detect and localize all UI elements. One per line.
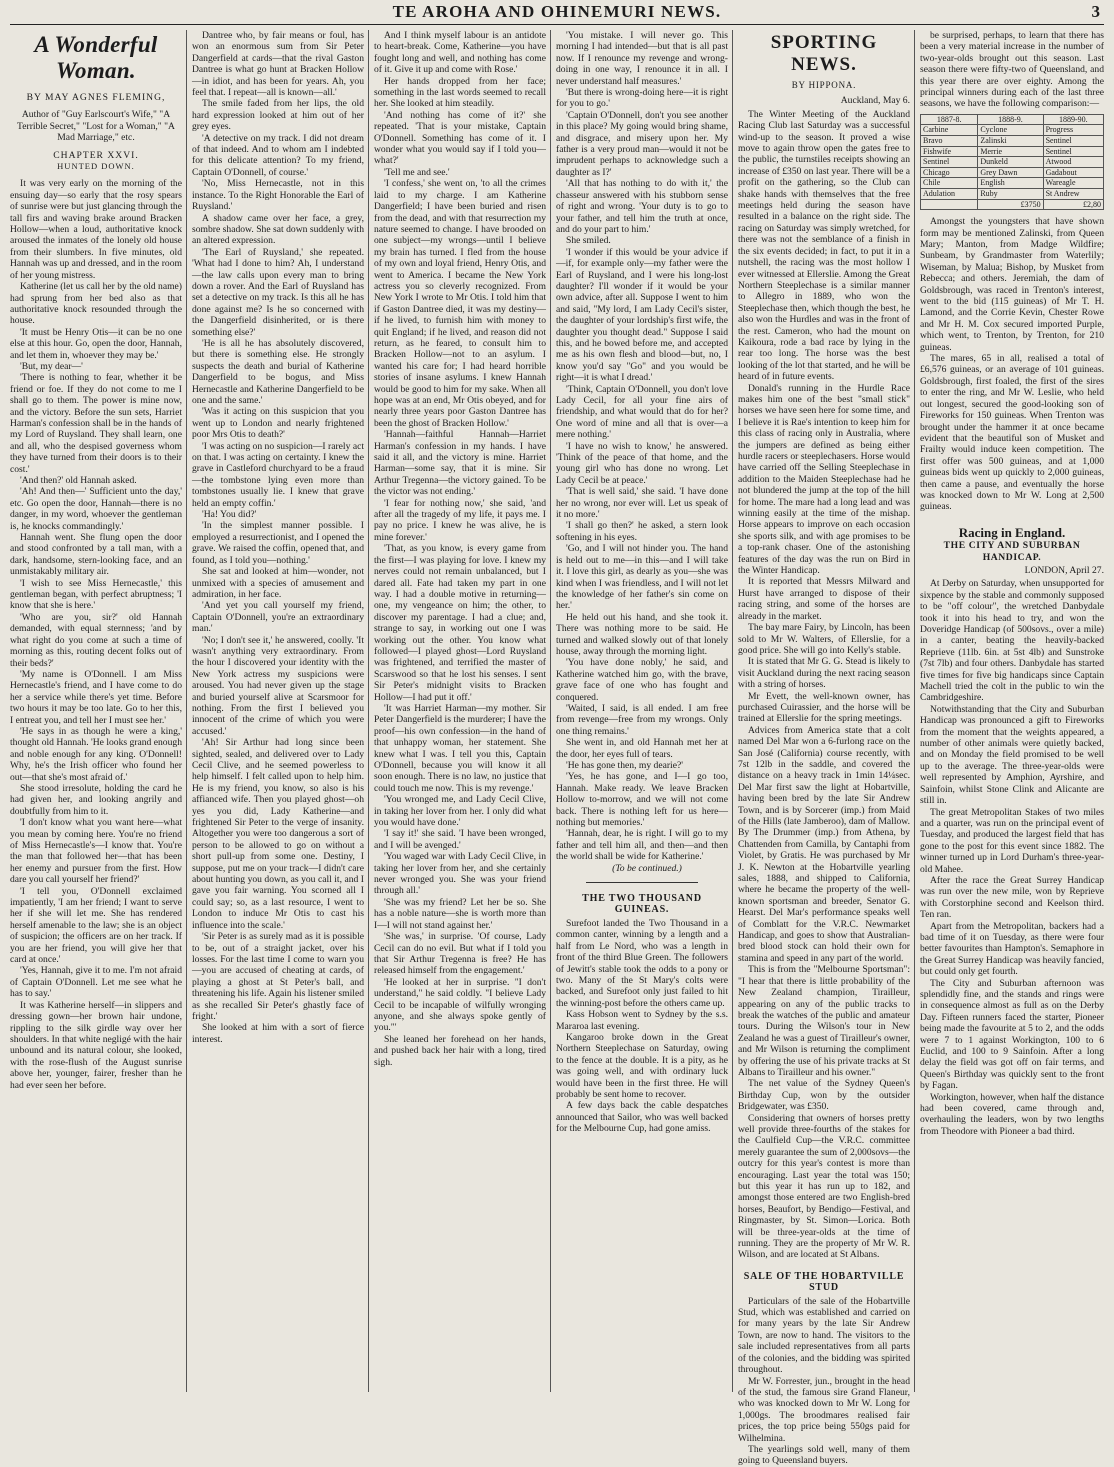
paragraph: The Winter Meeting of the Auckland Racing Club last Saturday was a successful wind-up to the season. It proved a wise move to again throw open the gates free to the public, the turnstiles receipts showing an increase of £350 on last year. There will be a profit on the gathering, so the Club can shake hands with themselves that the free meetings held during the season have resulted in a balance on the right side. The racing on Saturday was simply wretched, for there was not the semblance of a finish in the six events decided; in fact, to put it in a nutshell, the racing was the most hollow I ever witnessed at Ellerslie. Among the Great Northern Steeplechase is a similar manner to Allegro in 1889, who won the Steeplechase then, which though the best, he also won the Hurdles and was in the front of the rest. Cameron, who had the mount on Kaikoura, rode a bad race by lying in the rear too long. The horse was the best looking of the lot that started, and he will be heard of in future events. <box>738 108 910 383</box>
paragraph: She went in, and old Hannah met her at the door, her eyes full of tears. <box>556 737 728 760</box>
table-cell: Progress <box>1043 125 1103 136</box>
paragraph: 'A detective on my track. I did not dream of that indeed. And to whom am I indebted for this delicate attention? To my friend, Captain O'Donnell, of course.' <box>192 132 364 178</box>
paragraph: 'Ha! You did?' <box>202 509 257 521</box>
paragraph: 'You wronged me, and Lady Cecil Clive, in taking her lover from her. I only did what you would have done.' <box>374 794 546 829</box>
table-cell: Dunkeld <box>978 157 1043 168</box>
column-6 <box>920 30 1104 1392</box>
paragraph: 'Ah! Sir Arthur had long since been sighted, sealed, and delivered over to Lady Cecil Clive, and he seemed powerless to help himself. I felt called upon to help him. He is my friend, you know, so also is his affianced wife. Then you played ghost—oh yes you did, Lady Katherine—and frightened Sir Peter to the verge of insanity. Altogether you were too dangerous a sort of person to be allowed to go on without a short pull-up from some one. Destiny, I suppose, put me on your track—I didn't care about hunting you down, as you call it, and I gave you fair warning. You scorned all I could say; so, as a last resource, I went to London to induce Mr Otis to cast his influence into the scale.' <box>192 737 364 931</box>
paragraph: 'Tell me and see.' <box>384 166 450 178</box>
paragraph: 'No, Miss Hernecastle, not in this instance. To the Right Honorable the Earl of Ruysland.' <box>192 178 364 213</box>
paragraph: 'The Earl of Ruysland,' she repeated. 'What had I done to him? Ah, I understand—the law calls upon every man to bring down a rover. And the Earl of Ruysland has set a detective on my track. Is this all he has done against me? Is he so concerned with the Dangerfield disinherited, or is there something else?' <box>192 246 364 338</box>
paragraph: 'Who are you, sir?' old Hannah demanded, with equal sternness; 'and by what right do you come at such a time of morning as this, routing decent folks out of their beds?' <box>10 611 182 669</box>
column-4 <box>556 30 728 1392</box>
paragraph: Amongst the youngsters that have shown form may be mentioned Zalinski, from Queen Mary; Manton, from Madge Wildfire; Sunbeam, by Grandmaster from Waterlily; Wiseman, by Malua; Bishop, by Musket from Rebecca; and others. Jeremiah, the dam of Goldsbrough, was raced in Trenton's interest, went to the bid (115 guineas) of Mr T. H. Lamond, and the Corrie Kevin, Chester Rowe and Mr H. M. Cox secured imported Purple, which went, to Trenton, by Trenton, for 210 guineas. <box>920 216 1104 353</box>
paragraph: 'There is nothing to fear, whether it be friend or foe. If they do not come to me I shall go to them. The power is mine now, and the victory. Before the sun sets, Harriet Harman's confession shall be in the hands of my Lord of Ruysland. They shall learn, one and all, who the despised governess whom they have turned from their doors is to their cost.' <box>10 372 182 475</box>
paragraph: 'He looked at her in surprise. "I don't understand," he said coldly. "I believe Lady Cecil to be incapable of wilfully wronging anyone, and she always spoke gently of you."' <box>374 976 546 1034</box>
stud-sale-heading: SALE OF THE HOBARTVILLE STUD <box>743 1270 905 1294</box>
paragraph: Mr W. Forrester, jun., brought in the head of the stud, the famous sire Grand Flaneur, who was knocked down to Mr W. Long for 1,000gs. The broodmares realised fair prices, the top price being 550gs paid for Wilhelmina. <box>738 1375 910 1444</box>
chapter-heading: CHAPTER XXVI. <box>53 149 139 161</box>
page-number: 3 <box>1091 2 1100 21</box>
sporting-title: SPORTING NEWS. <box>770 32 878 75</box>
paragraph: Notwithstanding that the City and Suburban Handicap was pronounced a gift to Fireworks from the moment that the weights appeared, a number of other animals were quietly backed, and on Monday the field promised to be well up to the average. The three-year-olds were well represented by Amphion, Ayrshire, and Sainfoin, whilst Stone Clink and Alicante are still in. <box>920 703 1104 807</box>
paragraph: 'Yes, he has gone, and I—I go too, Hannah. Make ready. We leave Bracken Hollow to-morrow, and we will not come back. There is nothing left for us here—nothing but memories.' <box>556 771 728 829</box>
paragraph: 'She was,' in surprise. 'Of course, Lady Cecil can do no evil. But what if I told you that Sir Arthur Tregenna is free? He has released himself from the engagement.' <box>374 931 546 977</box>
table-row <box>921 136 1104 147</box>
story-text-col4b <box>556 737 728 862</box>
paragraph: 'That is well said,' she said. 'I have done her no wrong, nor ever will. Let us speak of it no more.' <box>556 486 728 521</box>
paragraph: Considering that owners of horses pretty well provide three-fourths of the stakes for the Caulfield Cup—the V.R.C. committee merely guarantee the sum of 2,000sovs—the outcry for this year's contest is more than encouraging. Last year the total was 150; but this year it has run up to 182, and amongst those entered are two English-bred horses, Beaufort, by Bendigo—Festival, and Ringmaster, by St. Simon—Lorica. Both will be three-year-olds at the time of running. They are the property of Mr W. R. Wilson, and are located at St Albans. <box>738 1112 910 1261</box>
paragraph: Surefoot landed the Two Thousand in a common canter, winning by a length and a half from Le Nord, who was a length in front of the third Blue Green. The followers of Jewitt's stable took the odds to a pony or two. Many of the St Mary's colts were backed, and Surefoot only just failed to hit the winning-post before the others came up. <box>556 917 728 1009</box>
table-row <box>921 178 1104 189</box>
paragraph: A shadow came over her face, a grey, sombre shadow. She sat down suddenly with an altered expression. <box>192 212 364 247</box>
paragraph: 'I fear for nothing now,' she said, 'and after all the tragedy of my life, it pays me. I pay no price. I knew he was alive, he is mine forever.' <box>374 497 546 543</box>
paragraph: The net value of the Sydney Queen's Birthday Cup, won by the outsider Bridgewater, was £350. <box>738 1078 910 1113</box>
column-rule <box>368 30 369 1392</box>
paragraph: 'I wish to see Miss Hernecastle,' this gentleman began, with perfect abruptness; 'I know that she is here.' <box>10 577 182 612</box>
paragraph: 'Think, Captain O'Donnell, you don't love Lady Cecil, for all your fine airs of friendship, and what would that do for her? One word of mine and all that is over—a mere nothing.' <box>556 383 728 441</box>
paragraph: 'Yes, Hannah, give it to me. I'm not afraid of Captain O'Donnell. Let me see what he has to say.' <box>10 965 182 1000</box>
paragraph: 'He is all he has absolutely discovered, but there is something else. He strongly suspects the death and burial of Katherine Dangerfield to be bogus, and Miss Hernecastle and Katherine Dangerfield to be one and the same.' <box>192 337 364 406</box>
table-cell: Carbine <box>921 125 978 136</box>
paragraph: The yearlings sold well, many of them going to Queensland buyers. <box>738 1443 910 1467</box>
paragraph: 'Was it acting on this suspicion that you went up to London and nearly frightened poor Mrs Otis to death?' <box>192 406 364 441</box>
column-rule <box>914 30 915 1392</box>
paragraph: She smiled. <box>566 235 611 247</box>
table-cell: £2,80 <box>1043 199 1103 210</box>
paragraph: Advices from America state that a colt named Del Mar won a 6-furlong race on the San José (California) course recently, with 7st 12lb in the saddle, and covered the distance on a heavy track in 1min 14¼sec. Del Mar first saw the light at Hobartville, having been bred by the late Sir Andrew Town, and is by Sorcerer (imp.) from Maid of the Hills (late Jamberoo), dam of Mallow. By The Drummer (imp.) from Athena, by Chattenden from Camilla, by Cantaphi from Violet, by Gratis. He was purchased by Mr J. K. Newton at the Hobartville yearling sales, 1888, and shipped to California, where he became the property of the well-known sportsman and breeder, Senator G. Hearst. Del Mar's performance speaks well of Comblatt for the V.R.C. Newmarket Handicap, and goes to show that Australian-bred blood stock can hold their own for stamina and speed in any part of the world. <box>738 724 910 964</box>
table-cell: Cyclone <box>978 125 1043 136</box>
column-1 <box>10 30 182 1392</box>
table-cell: £3750 <box>978 199 1043 210</box>
guineas-heading: THE TWO THOUSAND GUINEAS. <box>582 893 702 916</box>
paragraph: 'I was acting on no suspicion—I rarely act on that. I was acting on certainty. I knew the grave in Castleford churchyard to be a fraud—the tombstone lying even more than tombstones usually lie. I knew that grave held an empty coffin.' <box>192 440 364 509</box>
sporting-byline: BY HIPPONA. <box>791 80 857 90</box>
column-rule <box>550 30 551 1392</box>
paragraph: It is reported that Messrs Milward and Hurst have arranged to dispose of their racing string, and some of the horses are already in the market. <box>738 576 910 622</box>
table-header-row <box>921 114 1104 125</box>
table-header: 1889-90. <box>1043 114 1103 125</box>
table-body <box>921 125 1104 210</box>
table-cell: Wareagle <box>1043 178 1103 189</box>
table-cell: Sentinel <box>1043 146 1103 157</box>
paragraph: The bay mare Fairy, by Lincoln, has been sold to Mr W. Walters, of Ellerslie, for a good price. She will go into Kelly's stable. <box>738 622 910 656</box>
paragraph: It was Katherine herself—in slippers and dressing gown—her brown hair undone, rippling to the silk girdle way over her shoulders. In that white negligé with the hair unbound and its natural colour, she looked, with the rose-flush of the August sunrise above her, younger, fairer, fresher than he had ever seen her before. <box>10 999 182 1091</box>
right-col-text-a <box>920 30 1104 110</box>
chapter-subheading: HUNTED DOWN. <box>57 161 135 172</box>
right-col-text-b <box>920 216 1104 513</box>
column-rule <box>732 30 733 1392</box>
paragraph: He held out his hand, and she took it. There was nothing more to be said. He turned and walked slowly out of that lonely house, away through the morning light. <box>556 611 728 657</box>
racing-england-subtitle: THE CITY AND SUBURBAN HANDICAP. <box>943 540 1081 563</box>
table-cell: St Andrew <box>1043 189 1103 200</box>
paragraph: 'I have no wish to know,' he answered. 'Think of the peace of that home, and the young girl who has done no wrong. Let Lady Cecil be at peace.' <box>556 440 728 486</box>
paragraph: 'In the simplest manner possible. I employed a resurrectionist, and I opened the grave. We raised the coffin, opened that, and found, as I told you—nothing.' <box>192 520 364 566</box>
sporting-dateline: Auckland, May 6. <box>840 95 910 107</box>
table-cell: Sentinel <box>921 157 978 168</box>
paragraph: Kass Hobson went to Sydney by the s.s. Mararoa last evening. <box>556 1009 728 1032</box>
table-cell: Grey Dawn <box>978 167 1043 178</box>
racing-text <box>920 578 1104 1137</box>
page-header <box>10 2 1104 25</box>
paragraph: The mares, 65 in all, realised a total of £6,576 guineas, or an average of 101 guineas. Goldsbrough, first foaled, the first of the sires to enter the ring, and Mr W. Leslie, who held out longest, secured the good-looking son of Fireworks for 150 guineas. When Trenton was brought under the hammer it at once became evident that the beautiful son of Musket and Frailty would induce keen competition. The first offer was 500 guineas, and at 1,000 guineas bids went up quickly to 2,000 guineas, then came a pause, and eventually the horse was knocked down to Mr W. Long at 2,500 guineas. <box>920 353 1104 513</box>
paragraph: 'I don't know what you want here—what you mean by coming here. You're no friend of Miss Hernecastle's—I know that. You're the man that followed her—that has been her enemy and pursuer from the first. How dare you call yourself her friend?' <box>10 817 182 886</box>
paragraph: 'And nothing has come of it?' she repeated. 'That is your mistake, Captain O'Donnell. Something has come of it. I wonder what you would say if I told you—what?' <box>374 109 546 167</box>
paragraph: 'It was Harriet Harman—my mother. Sir Peter Dangerfield is the murderer; I have the proof—his own confession—in the hand of that unhappy woman, her statement. She knew what I was. I tell you this, Captain O'Donnell, because you will know it all soon enough. There is no law, no justice that could touch me now. This is my revenge.' <box>374 702 546 794</box>
paragraph: And I think myself labour is an antidote to heart-break. Come, Katherine—you have fought long and well, and nothing has come of it. Give it up and come with Rose.' <box>374 30 546 76</box>
paragraph: Kangaroo broke down in the Great Northern Steeplechase on Saturday, owing to the fence at the double. It is a pity, as he was going well, and with ordinary luck would have been in the first three. He will probably be sent home to recover. <box>556 1031 728 1100</box>
table-cell <box>921 199 978 210</box>
guineas-text <box>556 918 728 1135</box>
table-cell: Bravo <box>921 136 978 147</box>
paragraph: This is from the "Melbourne Sportsman": "I hear that there is little probability of the New Zealand champion, Tirailleur, appearing on any of the public tracks to break the watches of the public and amateur tours. During the Wilson's tour in New Zealand he was a guest of Tirailleur's owner, and Mr Wilson is returning the compliment by offering the use of his private tracks at St Albans to Tirailleur and his owner." <box>738 964 910 1078</box>
paragraph: 'All that has nothing to do with it,' the chasseur answered with his stubborn sense of right and wrong. 'Your duty is to go to your father, and tell him the truth at once, and do your part to him.' <box>556 178 728 235</box>
table-cell: Chicago <box>921 167 978 178</box>
paragraph: It was very early on the morning of the ensuing day—so early that the rosy spears of sunrise were but just glancing through the tall firs and waving brake around Bracken Hollow—when a loud, authoritative knock aroused the inmates of the lonely old house from their slumbers. In five minutes, old Hannah was up and dressed, and in the room of her young mistress. <box>10 178 182 281</box>
table-row <box>921 189 1104 200</box>
paragraph: 'It must be Henry Otis—it can be no one else at this hour. Go, open the door, Hannah, and let them in, whoever they may be.' <box>10 326 182 361</box>
paragraph: 'I shall go then?' he asked, a stern look softening in his eyes. <box>556 520 728 543</box>
paragraph: She leaned her forehead on her hands, and pushed back her hair with a long, tired sigh. <box>374 1033 546 1068</box>
table-cell: Gadabout <box>1043 167 1103 178</box>
paragraph: 'Hannah—faithful Hannah—Harriet Harman's confession in my hands. I have said it all, and the victory is mine. Harriet Harman—some say, that it is mine. Sir Arthur Tregenna—the victory gained. To be the victor was not ending.' <box>374 429 546 498</box>
story-author: BY MAY AGNES FLEMING, <box>26 92 166 103</box>
paragraph: 'I say it!' she said. 'I have been wronged, and I will be avenged.' <box>374 828 546 851</box>
paragraph: 'That, as you know, is every game from the first—I was playing for love. I knew my nerves could not remain unbalanced, but I dared all. Fate had taken my part in one way. I had a double motive in returning—one, my vengeance on him; the other, to discover my parentage. I had a clue; and, strange to say, in working out one I was working out the other. You know what followed—I played ghost—Lord Ruysland was frightened, and terrified the master of Scarswood so that he lost his senses. I sent Sir Peter's midnight visits to Bracken Hollow—I had put it off.' <box>374 543 546 703</box>
paragraph: She stood irresolute, holding the card he had given her, and looking angrily and doubtfully from him to it. <box>10 782 182 817</box>
table-row <box>921 125 1104 136</box>
story-text-col4 <box>556 30 728 737</box>
column-rule <box>186 30 187 1392</box>
table-cell: Adulation <box>921 189 978 200</box>
paragraph: A few days back the cable despatches announced that Sailor, who was well backed for the Melbourne Cup, had gone amiss. <box>556 1100 728 1135</box>
racing-england-title: Racing in England. <box>958 524 1066 540</box>
paragraph: 'You have done nobly,' he said, and Katherine watched him go, with the brave, grave face of one who has fought and conquered. <box>556 657 728 703</box>
column-5 <box>738 30 910 1467</box>
paragraph: 'He says in as though he were a king,' thought old Hannah. 'He looks grand enough and noble enough for any king. O'Donnell! Why, he's the Irish officer who found her out—that she's most afraid of.' <box>10 725 182 783</box>
paragraph: 'But there is wrong-doing here—it is right for you to go.' <box>556 87 728 110</box>
to-be-continued: (To be continued.) <box>612 862 682 874</box>
paragraph: 'But, my dear—' <box>20 360 83 372</box>
paragraph: 'I confess,' she went on, 'to all the crimes laid to my charge. I am Katherine Dangerfield; I have been buried and risen from the dead, and with that resurrection my nature seemed to change. I have brooded on one subject—my wrongs—until I believe my brain has turned. I fled from the house of my own and loyal friend, Henry Otis, and went to America. I became the New York actress you so cleverly recognized. From New York I wrote to Mr Otis. I told him that if Gaston Dantree died, it was my destiny—if he lived, to furnish him with money to quit England; if he lived, and reason did not return, as he feared, to consult him to Bracken Hollow—not to an asylum. I wanted his care for; I had heard horrible stories of insane asylums. I knew Hannah would be good to him for my sake. When all hope was at an end, Mr Otis obeyed, and for nearly three years poor Gaston Dantree has been the ghost of Bracken Hollow.' <box>374 178 546 429</box>
story-title: A Wonderful Woman. <box>34 32 158 83</box>
paragraph: She looked at him with a sort of fierce interest. <box>192 1022 364 1045</box>
paragraph: After the race the Great Surrey Handicap was run over the new mile, won by Reprieve with Corstorphine second and Keelson third. Ten ran. <box>920 874 1104 921</box>
table-row <box>921 157 1104 168</box>
paragraph: Her hands dropped from her face; something in the last words seemed to recall her. She looked at him steadily. <box>374 75 546 110</box>
table-cell: English <box>978 178 1043 189</box>
story-text-col1 <box>10 178 182 1091</box>
table-total-row <box>921 199 1104 210</box>
story-credits: Author of "Guy Earlscourt's Wife," "A Terrible Secret," "Lost for a Woman," "A Mad Marriage," etc. <box>17 109 175 144</box>
paragraph: The great Metropolitan Stakes of two miles and a quarter, was run on the principal event of Tuesday, and produced the largest field that has gone to the post for this event since 1882. The winner turned up in Lord Durham's three-year-old Mahee. <box>920 806 1104 875</box>
racing-dateline: LONDON, April 27. <box>1024 564 1104 576</box>
paragraph: 'I tell you, O'Donnell exclaimed impatiently, 'I am her friend; I want to serve her if she will let me. She has rendered herself amenable to the law; she is an object of suspicion; the officers are on her track. If you are her friend, you will give her that card at once.' <box>10 885 182 966</box>
paragraph: 'You mistake. I will never go. This morning I had intended—but that is all past now. If I renounce my revenge and wrong-doing in one way, I renounce it in all. I never understand half measures.' <box>556 30 728 87</box>
table-cell: Chile <box>921 178 978 189</box>
paragraph: 'Captain O'Donnell, don't you see another in this place? My going would bring shame, and disgrace, and misery upon her. My father is a very proud man—would it not be imprudent perhaps to acknowledge such a daughter as I?' <box>556 109 728 178</box>
paragraph: Katherine (let us call her by the old name) had sprung from her bed also as that authoritative knock resounded through the house. <box>10 281 182 327</box>
paragraph: Donald's running in the Hurdle Race makes him one of the best "small stick" horses we have seen here for some time, and I believe it is Rae's intention to keep him for this class of racing only in Australia, where the jumpers are defined as being either hurdle racers or steeplechasers. Horse would have carried off the Selling Steeplechase in addition to the Maiden Steeplechase had he not blundered the jump at the top of the hill for home. The mare had a long lead and was winning easily at the time of the mishap. Horse appears to improve on each occasion she sports silk, and with age promises to be a top-rank chaser. One of the astonishing features of the day was the run on Bird in the Winter Handicap. <box>738 382 910 577</box>
story-text-col2 <box>192 30 364 1045</box>
paragraph: At Derby on Saturday, when unsupported for sixpence by the stable and commonly supposed to be "off colour", the wretched Danbydale took it into his head to try, and won the Doveridge Handicap (of 500sovs., over a mile) in a canter, beating the heavily-backed Reprieve (11lb. 6in. at 5st 4lb) and Sunstroke (7st 7lb) and four others. Danbydale has started five times for five big handicaps since Captain Machell tried the colt in the public to win the Cambridgeshire. <box>920 578 1104 704</box>
sporting-text <box>738 109 910 725</box>
paragraph: 'Hannah, dear, he is right. I will go to my father and tell him all, and then—and then the world shall be wide for Katherine.' <box>556 828 728 863</box>
table-cell: Sentinel <box>1043 136 1103 147</box>
paragraph: 'And yet you call yourself my friend, Captain O'Donnell, you're an extraordinary man.' <box>192 600 364 635</box>
paragraph: The smile faded from her lips, the old hard expression looked at him out of her grey eyes. <box>192 98 364 133</box>
table-cell: Fishwife <box>921 146 978 157</box>
table-cell: Atwood <box>1043 157 1103 168</box>
table-header: 1888-9. <box>978 114 1043 125</box>
table-header: 1887-8. <box>921 114 978 125</box>
column-2 <box>192 30 364 1392</box>
table-cell: Merrie <box>978 146 1043 157</box>
paragraph: Hannah went. She flung open the door and stood confronted by a tall man, with a dark, handsome, stern-looking face, and an unmistakably military air. <box>10 532 182 578</box>
paragraph: 'Go, and I will not hinder you. The hand is held out to me—in this—and I will take it. I love this girl, as dearly as you—she was kind when I was friendless, and I will not let the knowledge of her father's sin come on her.' <box>556 543 728 612</box>
paragraph: Apart from the Metropolitan, backers had a bad time of it on Tuesday, as there were four better favourites than Hampton's. Semaphore in the Great Surrey Handicap was heavily fancied, but could only get fourth. <box>920 920 1104 978</box>
table-cell: Ruby <box>978 189 1043 200</box>
paragraph: 'Waited, I said, is all ended. I am free from revenge—free from my wrongs. Only one thing remains.' <box>556 702 728 737</box>
paragraph: 'He has gone then, my dearie?' <box>566 760 683 771</box>
paragraph: 'Ah! And then—' Sufficient unto the day,' etc. Go open the door, Hannah—there is no danger, in my word, whoever the gentleman is, he knocks commandingly.' <box>10 486 182 532</box>
paragraph: be surprised, perhaps, to learn that there has been a very material increase in the number of two-year-olds brought out this season. Last season there were fifty-two of Queensland, and this year there are over eighty. Among the principal winners during each of the last three seasons, we have the following comparison:— <box>920 30 1104 110</box>
paragraph: Dantree who, by fair means or foul, has won an enormous sum from Sir Peter Dangerfield at cards—that the rival Gaston Dantree is what go hunt at Bracken Hollow—in idiot, and has been for years. Ah, you feel that. I repeat—all is known—all.' <box>192 30 364 99</box>
paragraph: Workington, however, when half the distance had been covered, came through and, overhauling the leaders, won by two lengths from Theodore with Pioneer a bad third. <box>920 1091 1104 1137</box>
column-3 <box>374 30 546 1392</box>
paragraph: 'And then?' old Hannah asked. <box>20 475 137 486</box>
paragraph: Mr Evett, the well-known owner, has purchased Cuirassier, and the horse will be trained at Ellerslie for the spring meetings. <box>738 690 910 725</box>
paragraph: She sat and looked at him—wonder, not unmixed with a species of amusement and admiration, in her face. <box>192 566 364 600</box>
paragraph: 'I wonder if this would be your advice if—if, for example only—my father were the Earl of Ruysland, and I were his long-lost daughter? I'll wonder if it would be your own advice, after all. Suppose I went to him and said, "My lord, I am Lady Cecil's sister, the daughter of your lordship's first wife, the daughter you thought dead." Suppose I said this, and he bowed before me, and accepted me as his own flesh and blood—but, no, I know you'd say "Go" and you would be right—it is what I dread.' <box>556 246 728 384</box>
paragraph: It is stated that Mr G. G. Stead is likely to visit Auckland during the next racing season with a string of horses. <box>738 656 910 691</box>
paragraph: 'She was my friend? Let her be so. She has a noble nature—she is worth more than I—I will not stand against her.' <box>374 896 546 931</box>
table-cell: Zalinski <box>978 136 1043 147</box>
paragraph: 'My name is O'Donnell. I am Miss Hernecastle's friend, and I have come to do her a service while there's yet time. Before two hours it may be too late. Go to her this, I entreat you, and tell her I must see her.' <box>10 668 182 726</box>
masthead: TE AROHA AND OHINEMURI NEWS. <box>392 2 722 21</box>
paragraph: 'No; I don't see it,' he answered, coolly. 'It wasn't anything very extraordinary. From the hour I discovered your identity with the New York actress my suspicions were aroused. You had never given up the stage and buried yourself alive at Scarsmoor for nothing. From the first I believed you innocent of the crime of which you were accused.' <box>192 634 364 737</box>
table-row <box>921 146 1104 157</box>
paragraph: 'You waged war with Lady Cecil Clive, in taking her lover from her, and she certainly never wronged you. She was your friend through all.' <box>374 851 546 897</box>
table-row <box>921 167 1104 178</box>
section-divider <box>586 882 698 883</box>
paragraph: 'Sir Peter is as surely mad as it is possible to be, out of a straight jacket, over his losses. For the last time I come to warn you—you are accused of cheating at cards, of playing a ghost at St Peter's ball, and threatening his life. Again his listener smiled as she recalled Sir Peter's ghastly face of fright.' <box>192 931 364 1022</box>
paragraph: Particulars of the sale of the Hobartville Stud, which was established and carried on for many years by the late Sir Andrew Town, are now to hand. The visitors to the sale included representatives from all parts of the colonies, and the bidding was spirited throughout. <box>738 1295 910 1376</box>
story-text-col3 <box>374 30 546 1068</box>
paragraph: The City and Suburban afternoon was splendidly fine, and the stands and rings were in consequence almost as full as on the Derby Day. Fifteen runners faced the starter, Pioneer being made the favourite at 5 to 2, and the odds were 7 to 1 against Workington, 100 to 6 Euclid, and 100 to 9 Sainfoin. After a long delay the field was got off on fair terms, and Queen's Birthday was quickly sent to the front by Fagan. <box>920 977 1104 1092</box>
two-year-old-table <box>920 114 1104 210</box>
